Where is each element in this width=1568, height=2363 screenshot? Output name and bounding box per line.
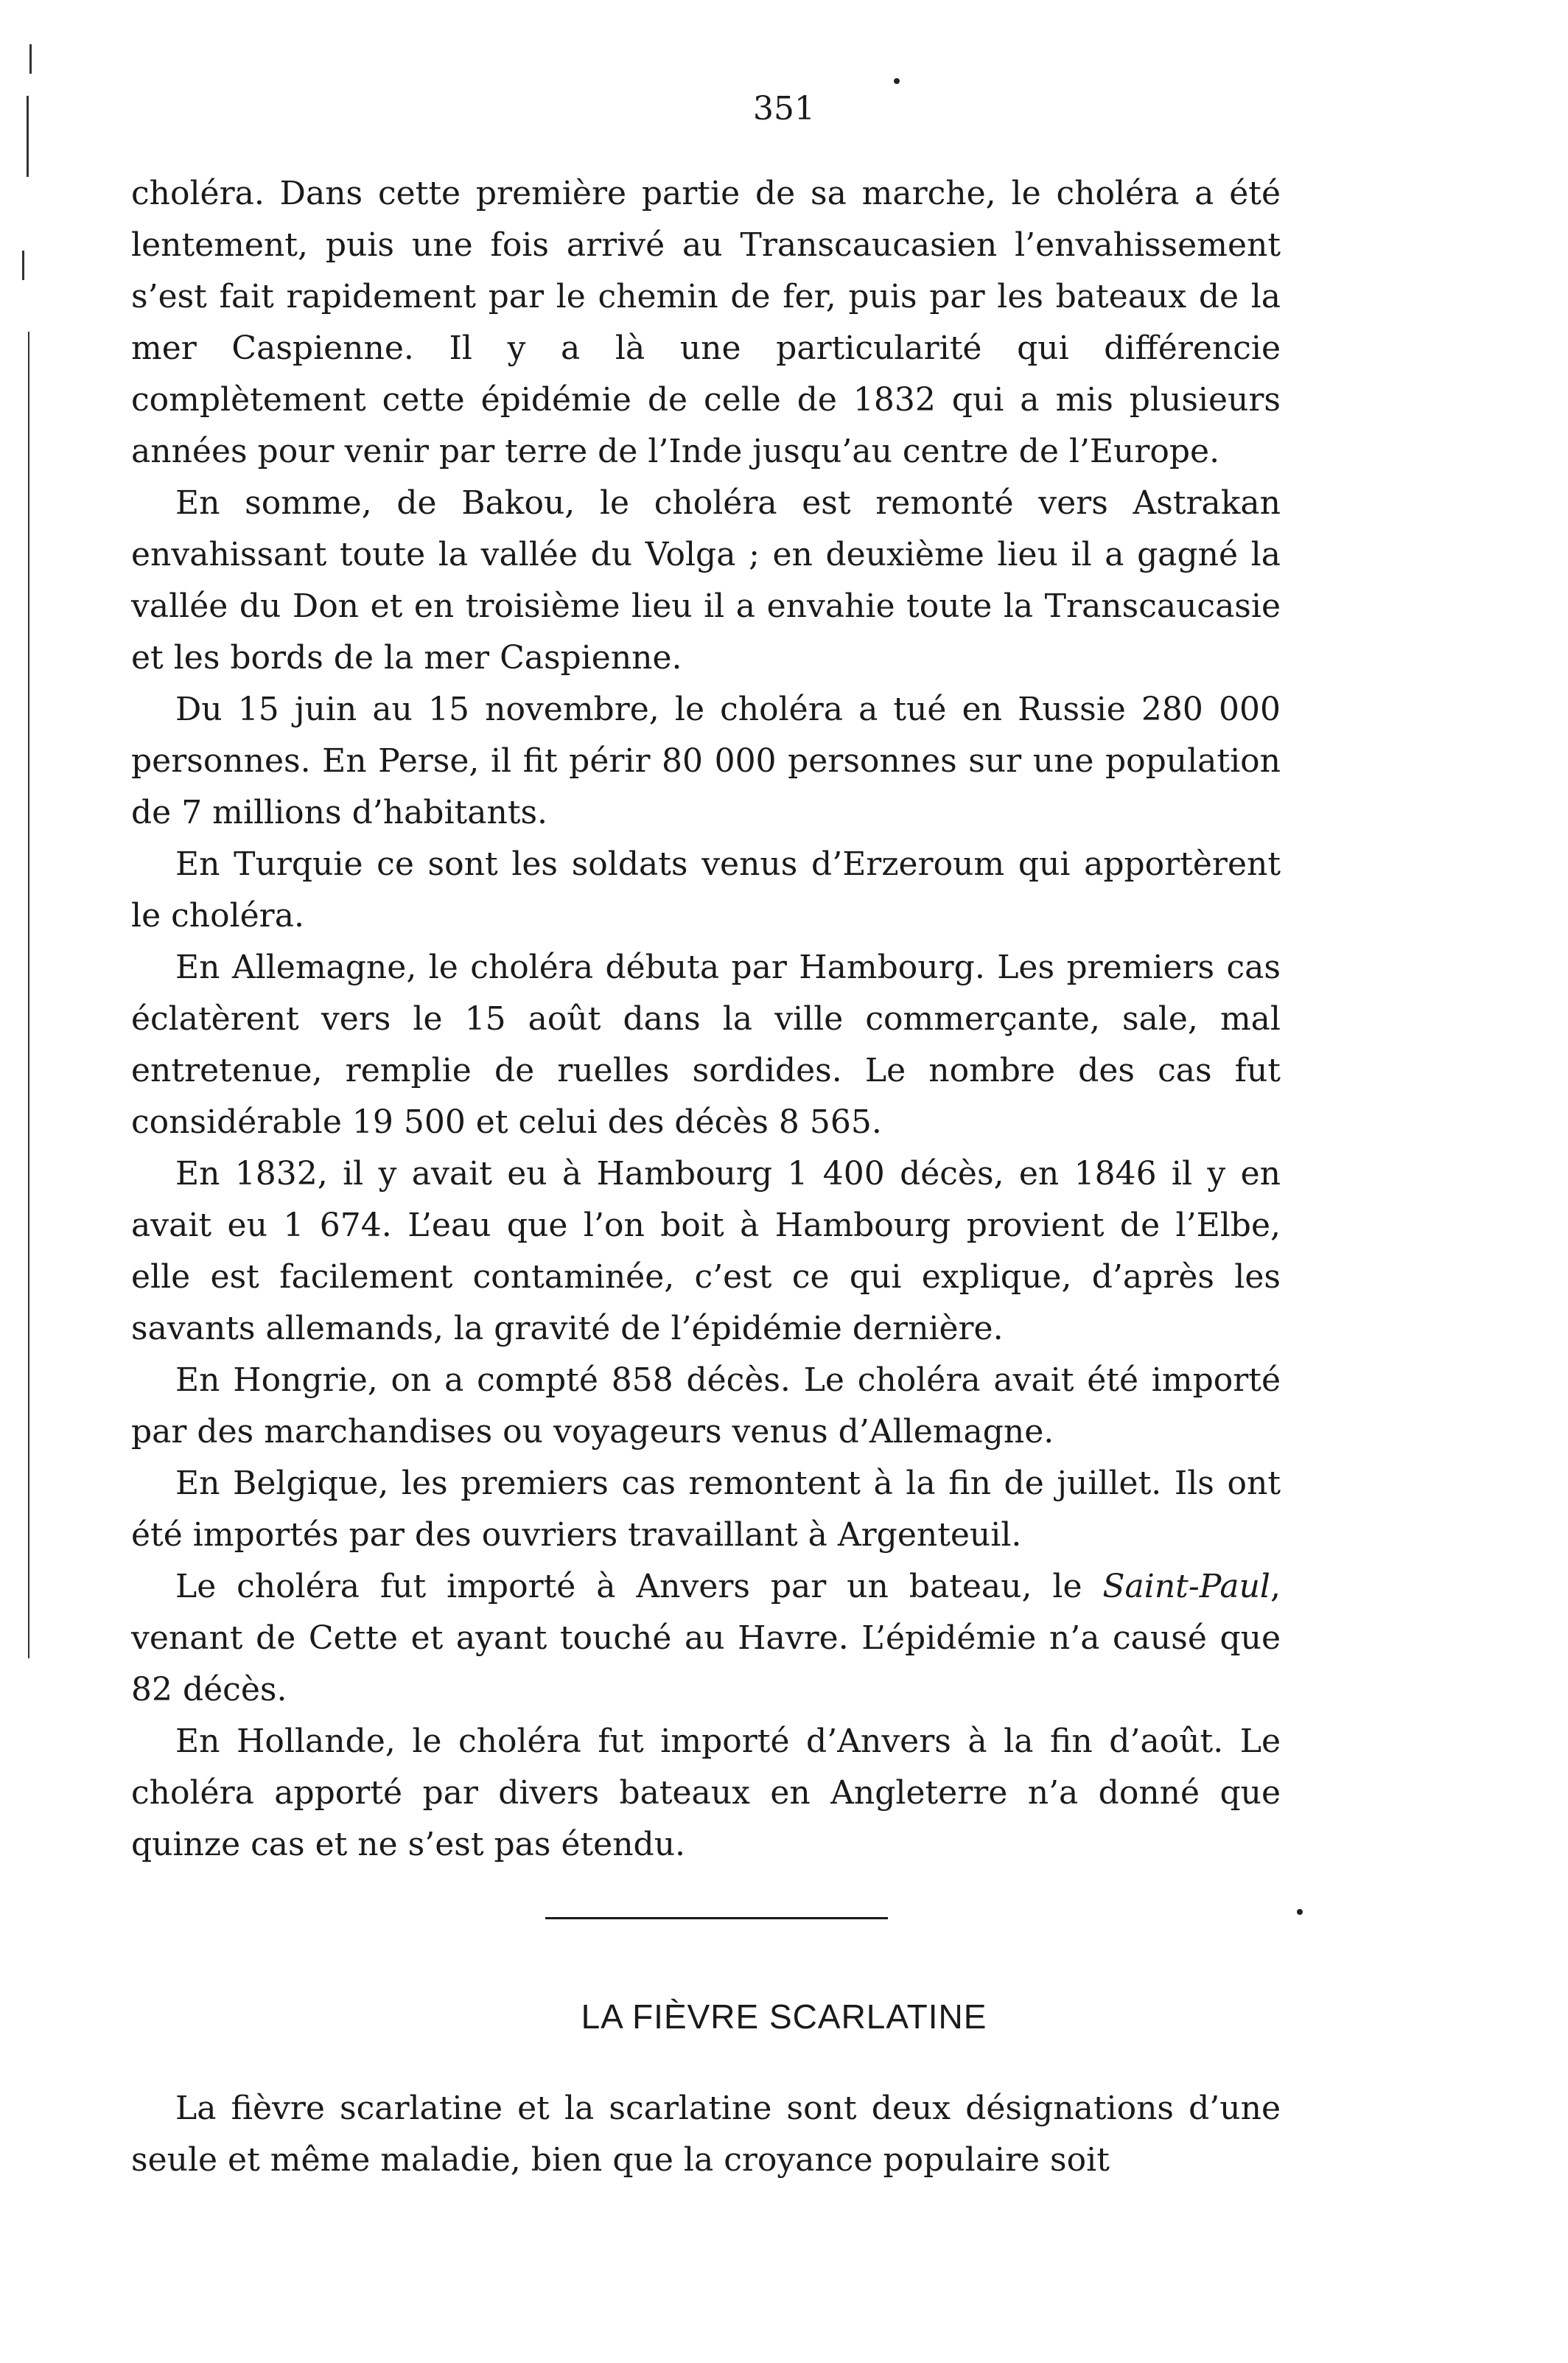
paragraph: Du 15 juin au 15 novembre, le choléra a tué en Russie 280 000 personnes. En Perse, il fit périr 80 000 personnes sur une population de 7 millions d’habitants. [131, 691, 1281, 831]
paragraph: En Belgique, les premiers cas remontent à la fin de juillet. Ils ont été importés par des ouvriers travaillant à Argenteuil. [131, 1465, 1281, 1554]
paragraph: En 1832, il y avait eu à Hambourg 1 400 décès, en 1846 il y en avait eu 1 674. L’eau que l’on boit à Hambourg provient de l’Elbe, elle est facilement contaminée, c’est ce qui explique, d’après les savants allemands, la gravité de l’épidémie dernière. [131, 1155, 1281, 1347]
section-divider [545, 1917, 888, 1919]
ship-name: Saint-Paul [1102, 1568, 1270, 1605]
section-text [131, 2083, 1281, 2186]
margin-scan-marks [0, 0, 44, 1695]
paragraph: En somme, de Bakou, le choléra est remonté vers Astrakan envahissant toute la vallée du Volga ; en deuxième lieu il a gagné la vallée du Don et en troisième lieu il a envahie toute la Transcaucasie et les bords de la mer Caspienne. [131, 484, 1281, 677]
body-text [131, 168, 1281, 1871]
page-number: 351 [753, 90, 815, 128]
paragraph: choléra. Dans cette première partie de sa marche, le choléra a été lentement, puis une fois arrivé au Transcaucasien l’envahissement s’est fait rapidement par le chemin de fer, puis par les bateaux de la mer Caspienne. Il y a là une particularité qui différencie complètement cette épidémie de celle de 1832 qui a mis plusieurs années pour venir par terre de l’Inde jusqu’au centre de l’Europe. [131, 175, 1281, 470]
paragraph: La fièvre scarlatine et la scarlatine sont deux désignations d’une seule et même maladie, bien que la croyance populaire soit [131, 2090, 1281, 2179]
paragraph-saint-paul [131, 1561, 1281, 1716]
paragraph: En Turquie ce sont les soldats venus d’Erzeroum qui apportèrent le choléra. [131, 845, 1281, 935]
paragraph: En Allemagne, le choléra débuta par Hambourg. Les premiers cas éclatèrent vers le 15 août dans la ville commerçante, sale, mal entretenue, remplie de ruelles sordides. Le nombre des cas fut considérable 19 500 et celui des décès 8 565. [131, 949, 1281, 1141]
section-title: LA FIÈVRE SCARLATINE [581, 1997, 987, 2036]
scan-speck [1297, 1909, 1303, 1915]
scan-speck [894, 78, 900, 84]
text-span: , venant de Cette et ayant touché au Havre. L’épidémie n’a causé que 82 décès. [131, 1568, 1281, 1708]
text-span: Le choléra fut importé à Anvers par un bateau, le [175, 1568, 1103, 1605]
paragraph: En Hollande, le choléra fut importé d’Anvers à la fin d’août. Le choléra apporté par divers bateaux en Angleterre n’a donné que quinze cas et ne s’est pas étendu. [131, 1722, 1281, 1863]
paragraph: En Hongrie, on a compté 858 décès. Le choléra avait été importé par des marchandises ou voyageurs venus d’Allemagne. [131, 1361, 1281, 1451]
